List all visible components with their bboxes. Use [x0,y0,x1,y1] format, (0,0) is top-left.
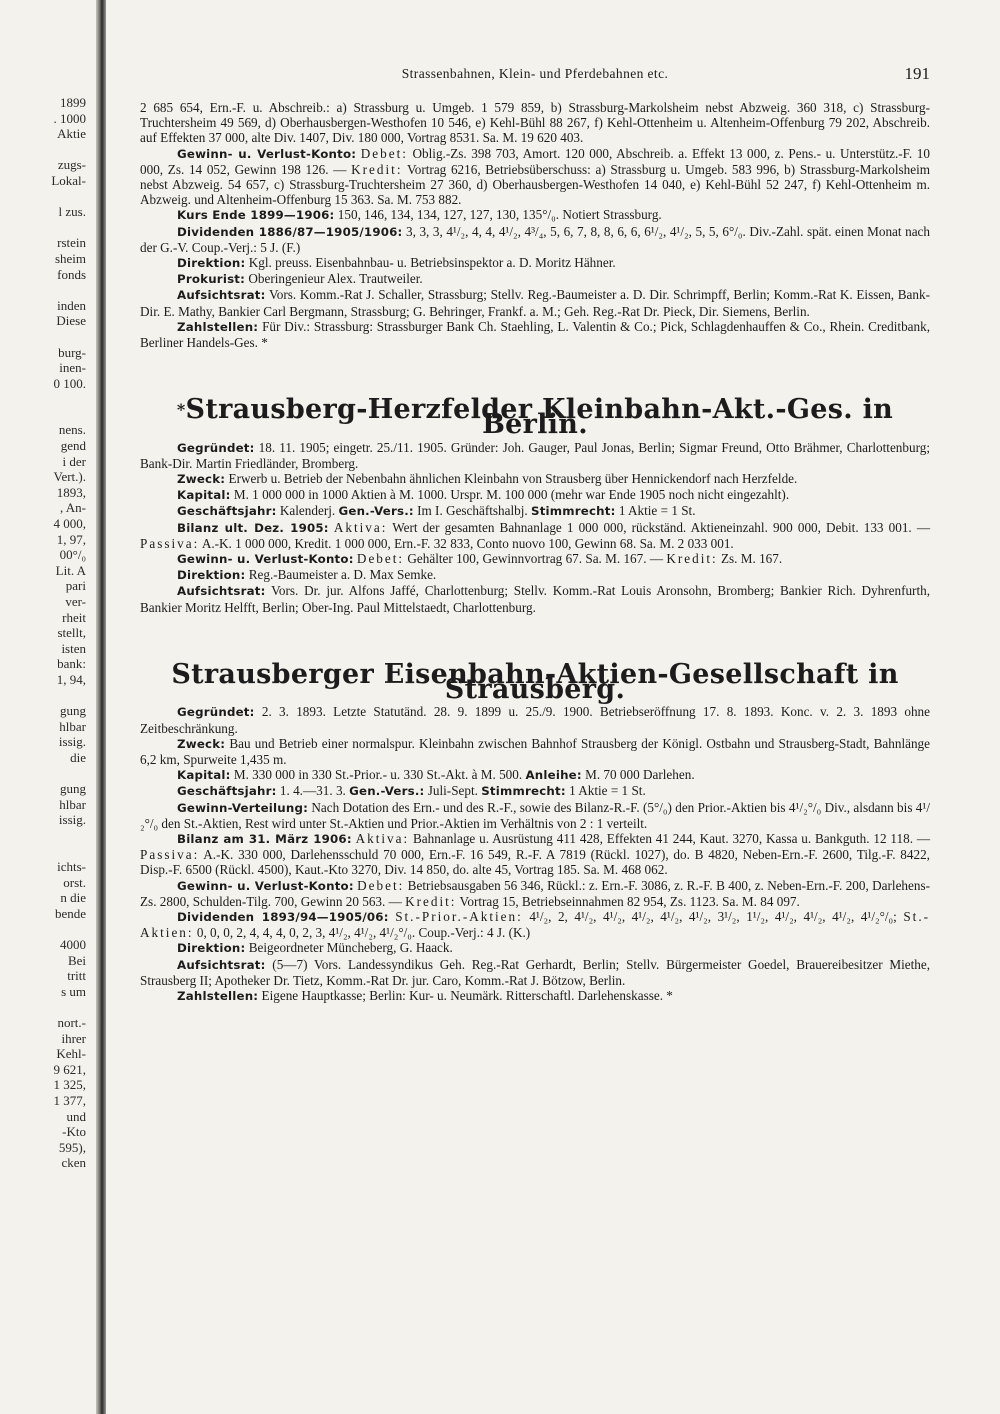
margin-fragment: 4000 [60,937,86,953]
running-title: Strassenbahnen, Klein- und Pferdebahnen etc. [401,66,669,81]
margin-fragment: l zus. [58,204,86,220]
s3-zweck: Zweck: Bau und Betrieb einer normalspur. Kleinbahn zwischen Bahnhof Strausberg der Königl. Ostbahn und Strausberg-Stadt, Bahnlänge 6,2 km, Spurweite 1,435 m. [140,735,931,767]
s1-dividenden: Dividenden 1886/87—1905/1906: 3, 3, 3, 4¹/₂, 4, 4, 4¹/₂, 4³/₄, 5, 6, 7, 8, 8, 6, 6, 6¹/₂, 4¹/₂, 5, 5, 6°/₀. Div.-Zahl. spät. einen Monat nach der G.-V. Coup.-Verj.: 5 J. (F.) [140,223,931,255]
s1-direktion: Direktion: Kgl. preuss. Eisenbahnbau- u. Betriebsinspektor a. D. Moritz Hähner. [177,255,616,271]
margin-fragment: 1, 97, [56,531,86,547]
margin-fragment [0,282,86,298]
page-body [140,100,930,1004]
margin-fragment: 595), [58,1139,86,1155]
margin-fragment: Bei [67,952,86,968]
margin-fragment [0,391,86,407]
margin-fragment: Lit. A [55,562,86,578]
s3-dividenden: Dividenden 1893/94—1905/06: St.-Prior.-Aktien: 4¹/₂, 2, 4¹/₂, 4¹/₂, 4¹/₂, 4¹/₂, 4¹/₂, 3¹/₂, 1¹/₂, 4¹/₂, 4¹/₂, 4¹/₂, 4¹/₂°/₀; St.-Aktien: 0, 0, 0, 2, 4, 4, 4, 0, 2, 3, 4¹/₂, 4¹/₂, 4¹/₂°/₀. Coup.-Verj.: 4 J. (K.) [140,908,931,941]
margin-fragment [0,766,86,782]
margin-fragment: i der [62,453,86,469]
margin-fragment: die [70,749,86,765]
page-number: 191 [904,64,930,83]
s2-aufsichtsrat: Aufsichtsrat: Vors. Dr. jur. Alfons Jaffé, Charlottenburg; Stellv. Komm.-Rat Louis Aronsohn, Bromberg; Bankier Rich. Dyhrenfurth, Bankier Moritz Helfft, Berlin; Ober-Ing. Paul Mittelstaedt, Charlottenburg. [140,583,930,615]
margin-fragment [0,688,86,704]
margin-fragment: fonds [57,266,86,282]
book-spine-shadow [96,0,106,1414]
margin-fragment [0,142,86,158]
margin-fragment: 1, 94, [56,671,86,687]
s2-geschaeftsjahr: Geschäftsjahr: Kalenderj. Gen.-Vers.: Im I. Geschäftshalbj. Stimmrecht: 1 Aktie = 1 St. [177,503,696,519]
s1-kurs: Kurs Ende 1899—1906: 150, 146, 134, 134, 127, 127, 130, 135°/₀. Notiert Strassburg. [177,207,662,223]
margin-fragment: 1893, [56,484,86,500]
margin-fragment: orst. [63,874,86,890]
margin-fragment: Aktie [57,126,86,142]
s1-zahlstellen: Zahlstellen: Für Div.: Strassburg: Strassburger Bank Ch. Staehling, L. Valentin & Co.; Pick, Schlagdenhauffen & Co., Rhein. Creditbank, Berliner Handels-Ges. * [140,318,931,351]
margin-fragment: pari [65,578,86,594]
margin-fragment [0,329,86,345]
margin-fragment [0,220,86,236]
s2-direktion: Direktion: Reg.-Baumeister a. D. Max Semke. [177,567,437,583]
margin-fragment: sheim [54,250,86,266]
s2-kapital: Kapital: M. 1 000 000 in 1000 Aktien à M. 1000. Urspr. M. 100 000 (mehr war Ende 1905 noch nicht eingezahlt). [177,487,790,503]
margin-fragment [0,407,86,423]
left-page-margin [0,95,86,1171]
margin-fragment: ichts- [57,859,86,875]
margin-fragment: ver- [65,594,86,609]
margin-fragment: Lokal- [51,172,86,188]
margin-fragment: inen- [59,360,86,376]
margin-fragment: tritt [67,968,86,984]
margin-fragment [0,828,86,844]
page-header [140,66,930,88]
s2-gegruendet: Gegründet: 18. 11. 1905; eingetr. 25./11. 1905. Gründer: Joh. Gauger, Paul Jonas, Berlin; Sigmar Freund, Otto Brähmer, Charlottenburg; Bank-Dir. Martin Friedländer, Bromberg. [140,439,930,471]
s3-gegruendet: Gegründet: 2. 3. 1893. Letzte Statutänd. 28. 9. 1899 u. 25./9. 1900. Betriebseröffnung 17. 8. 1893. Konc. v. 2. 3. 1893 ohne Zeitbeschränkung. [140,704,931,736]
margin-fragment [0,999,86,1015]
margin-fragment: -Kto [62,1124,86,1140]
margin-fragment: issig. [58,734,86,750]
s3-kapital: Kapital: M. 330 000 in 330 St.-Prior.- u. 330 St.-Akt. à M. 500. Anleihe: M. 70 000 Darlehen. [177,767,695,783]
margin-fragment: cken [61,1155,86,1171]
s1-prokurist: Prokurist: Oberingenieur Alex. Trautweiler. [177,271,423,287]
s3-aufsichtsrat: Aufsichtsrat: (5—7) Vors. Landessyndikus Geh. Reg.-Rat Gerhardt, Berlin; Stellv. Bürgermeister Goedel, Brauereibesitzer Miethe, Strausberg II; Apotheker Dr. Tietz, Komm.-Rat Dr. jur. Caro, Komm.-Rat J. Bötzow, Berlin. [140,956,931,988]
s3-zahlstellen: Zahlstellen: Eigene Hauptkasse; Berlin: Kur- u. Neumärk. Ritterschaftl. Darlehenskasse. * [177,987,673,1003]
margin-fragment: Diese [56,313,86,329]
margin-fragment: 1 377, [53,1093,86,1108]
margin-fragment: hlbar [59,796,86,812]
margin-fragment: 0 100. [53,375,86,391]
margin-fragment: 00°/₀ [59,547,86,563]
margin-fragment: bank: [57,656,86,672]
s3-title: Strausberger Eisenbahn-Aktien-Gesellschaft in Strausberg. [171,658,899,706]
s2-title: *Strausberg-Herzfelder Kleinbahn-Akt.-Ges. in Berlin. [176,394,894,441]
s1-aufsichtsrat: Aufsichtsrat: Vors. Komm.-Rat J. Schaller, Strassburg; Stellv. Reg.-Baumeister a. D. Dir. Schrimpff, Berlin; Komm.-Rat K. Eissen, Bank-Dir. E. Mathy, Bankier Carl Bergmann, Strassburg; G. Behringer, Frankf. a. M.; Geh. Reg.-Rat Dr. Pieck, Dir. Siemens, Berlin. [140,287,930,319]
margin-fragment: ihrer [61,1030,86,1046]
margin-fragment: gung [60,781,86,797]
margin-fragment [0,844,86,860]
s3-direktion: Direktion: Beigeordneter Müncheberg, G. Haack. [177,940,453,956]
s1-gv-konto: Gewinn- u. Verlust-Konto: Debet: Oblig.-Zs. 398 703, Amort. 120 000, Abschreib. a. Effekt 13 000, z. Pens.- u. Unterstütz.-F. 10 000, Zs. 14 052, Gewinn 198 126. — Kredit: Vortrag 6216, Betriebsüberschuss: a) Strassburg u. Umgeb. 583 996, b) Strassburg-Markolsheim nebst Abzweig. 54 657, c) Strassburg-Truchtersheim 27 360, d) Oberhausbergen-Westhofen 14 040, e) Kehl-Bühl 52 247, f) Kehl-Ottenheim m. Abzweig. und Altenheim-Offenburg 15 363. Sa. M. 753 882. [140,145,930,208]
margin-fragment: rheit [62,609,86,625]
margin-fragment: , An- [60,500,86,516]
margin-fragment [0,189,86,205]
margin-fragment: hlbar [59,718,86,734]
margin-fragment: rstein [57,235,86,251]
margin-fragment: burg- [58,344,86,360]
margin-fragment: 1 325, [53,1077,86,1093]
margin-fragment: nens. [58,422,86,438]
s2-bilanz: Bilanz ult. Dez. 1905: Aktiva: Wert der gesamten Bahnanlage 1 000 000, rückständ. Aktieneinzahl. 900 000, Debit. 133 001. — Passiva: A.-K. 1 000 000, Kredit. 1 000 000, Ern.-F. 32 833, Conto nuovo 100, Gewinn 68. Sa. M. 2 033 001. [140,519,931,551]
s3-bilanz: Bilanz am 31. März 1906: Aktiva: Bahnanlage u. Ausrüstung 411 428, Effekten 41 244, Kaut. 3270, Kassa u. Bankguth. 12 118. — Passiva: A.-K. 330 000, Darlehensschuld 70 000, Ern.-F. 16 549, R.-F. A 7819 (Rückl. 1027), do. B 4820, Neben-Ern.-F. 2600, Tilg.-F. 8422, Disp.-F. 6500 (Rückl. 4500), Kaut.-Kto 3270, Div. 14 850, do. alte 45, Vortrag 185. Sa. M. 468 062. [140,830,931,878]
margin-fragment [0,921,86,937]
s3-gewinn-verteilung: Gewinn-Verteilung: Nach Dotation des Ern.- und des R.-F., sowie des Bilanz-R.-F. (5°/₀) den Prior.-Aktien bis 4¹/₂°/₀ Div., alsdann bis 4¹/₂°/₀ den St.-Aktien, Rest wird unter St.-Aktien und Prior.-Aktien im Verhältnis von 2 : 1 verteilt. [140,799,930,831]
s2-zweck: Zweck: Erwerb u. Betrieb der Nebenbahn ähnlichen Kleinbahn von Strausberg über Hennickendorf nach Herzfelde. [177,471,798,487]
margin-fragment: . 1000 [53,110,86,126]
margin-fragment: bende [54,905,86,921]
margin-fragment: zugs- [57,157,86,173]
margin-fragment: s um [61,983,86,999]
margin-fragment: gung [60,703,86,719]
margin-fragment: 1899 [60,95,86,110]
margin-fragment: 9 621, [53,1061,86,1077]
margin-fragment: gend [60,438,86,454]
margin-fragment: issig. [58,812,86,828]
margin-fragment: und [66,1108,86,1124]
margin-fragment: 4 000, [53,516,86,532]
margin-fragment: isten [61,640,86,656]
margin-fragment: nort.- [57,1015,86,1031]
s3-gv-konto: Gewinn- u. Verlust-Konto: Debet: Betriebsausgaben 56 346, Rückl.: z. Ern.-F. 3086, z. R.-F. B 400, z. Neben-Ern.-F. 200, Darlehens-Zs. 2800, Schulden-Tilg. 700, Gewinn 20 563. — Kredit: Vortrag 15, Betriebseinnahmen 82 954, Zs. 1123. Sa. M. 84 097. [140,877,931,909]
margin-fragment: Kehl- [56,1046,86,1062]
margin-fragment: inden [57,297,86,313]
s3-geschaeftsjahr: Geschäftsjahr: 1. 4.—31. 3. Gen.-Vers.: Juli-Sept. Stimmrecht: 1 Aktie = 1 St. [177,783,646,799]
margin-fragment: n die [60,890,86,906]
s2-gv-konto: Gewinn- u. Verlust-Konto: Debet: Gehälter 100, Gewinnvortrag 67. Sa. M. 167. — Kredit: Zs. M. 167. [177,551,783,567]
s1-profit-distribution: 2 685 654, Ern.-F. u. Abschreib.: a) Strassburg u. Umgeb. 1 579 859, b) Strassburg-Markolsheim nebst Abzweig. 360 318, c) Strassburg-Truchtersheim 49 569, d) Oberhausbergen-Westhofen 10 546, e) Kehl-Bühl 88 267, f) Kehl-Ottenheim u. Altenheim-Offenburg 79 202, Abschreib. auf Effekten 37 000, alte Div. 1407, Div. 180 000, Vortrag 8531. Sa. M. 19 620 403. [140,100,930,146]
margin-fragment: stellt, [57,625,86,641]
margin-fragment: Vert.). [53,469,86,485]
